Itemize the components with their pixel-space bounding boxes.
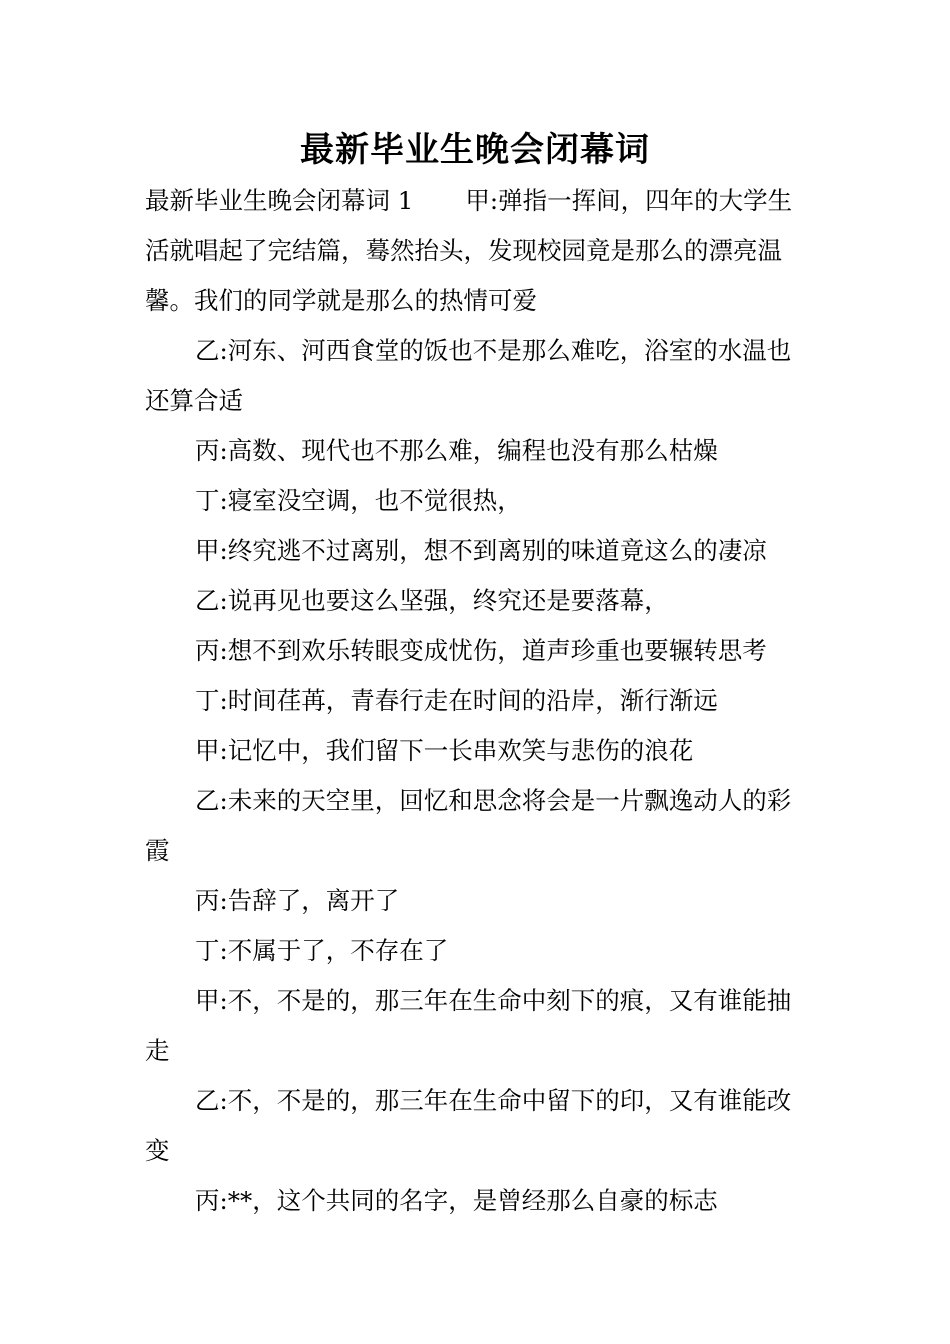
paragraph: 乙:河东、河西食堂的饭也不是那么难吃，浴室的水温也还算合适 — [145, 336, 792, 415]
paragraph: 乙:说再见也要这么坚强，终究还是要落幕， — [195, 586, 669, 615]
paragraph: 甲:终究逃不过离别，想不到离别的味道竟这么的凄凉 — [195, 536, 767, 565]
paragraph: 丁:不属于了，不存在了 — [195, 936, 449, 965]
paragraph: 甲:记忆中，我们留下一长串欢笑与悲伤的浪花 — [195, 736, 694, 765]
paragraph: 乙:未来的天空里，回忆和思念将会是一片飘逸动人的彩霞 — [145, 786, 792, 865]
paragraph-intro — [145, 176, 807, 326]
paragraph: 甲:不，不是的，那三年在生命中刻下的痕，又有谁能抽走 — [145, 986, 792, 1065]
section-heading: 最新毕业生晚会闭幕词 1 — [145, 186, 414, 215]
paragraph: 丁:寝室没空调，也不觉很热， — [195, 486, 522, 515]
paragraph: 乙:不，不是的，那三年在生命中留下的印，又有谁能改变 — [145, 1086, 792, 1165]
paragraph: 丙:想不到欢乐转眼变成忧伤，道声珍重也要辗转思考 — [195, 636, 767, 665]
paragraph: 丙:高数、现代也不那么难，编程也没有那么枯燥 — [195, 436, 718, 465]
document-body — [145, 176, 807, 1226]
document-title: 最新毕业生晚会闭幕词 — [300, 130, 650, 170]
paragraph: 丁:时间荏苒，青春行走在时间的沿岸，渐行渐远 — [195, 686, 718, 715]
paragraph-text: 甲:弹指一挥间，四年的大学生活就唱起了完结篇，蓦然抬头，发现校园竟是那么的漂亮温馨。我们的同学就是那么的热情可爱 — [145, 186, 793, 315]
paragraph: 丙:告辞了，离开了 — [195, 886, 400, 915]
paragraph: 丙:**，这个共同的名字，是曾经那么自豪的标志 — [195, 1186, 718, 1215]
